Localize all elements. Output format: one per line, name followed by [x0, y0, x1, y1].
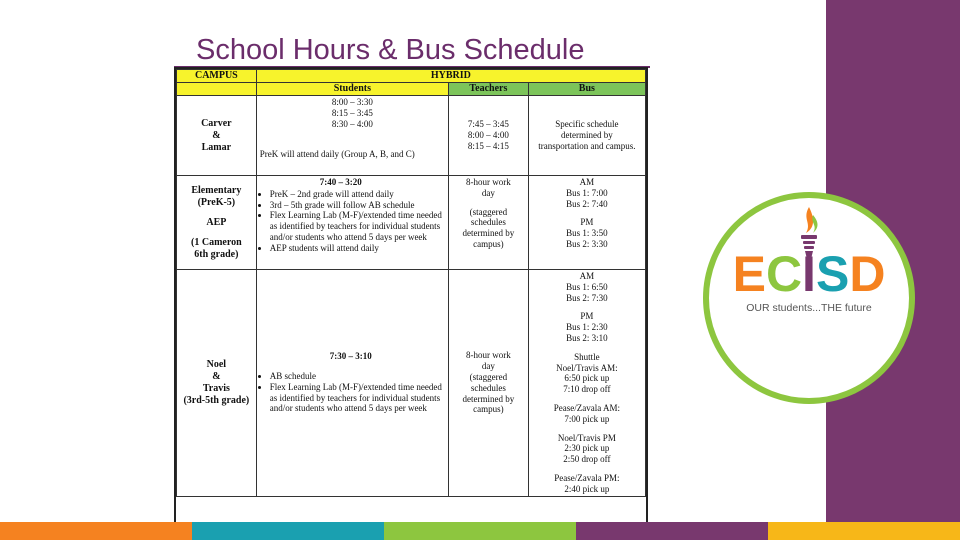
- teachers-line: campus): [473, 238, 504, 249]
- bullet-item: • Flex Learning Lab (M-F)/extended time needed as identified by teachers for individual students and/or students who attend 5 days per week: [270, 210, 445, 242]
- bus-line: determined by: [560, 130, 613, 141]
- students-cell: [256, 96, 448, 176]
- row-carver-lamar: [177, 96, 646, 176]
- hours-line: 8:00 – 3:30: [331, 97, 373, 107]
- bus-line: Bus 1: 3:50: [566, 228, 608, 239]
- bus-cell: [528, 270, 645, 497]
- bus-line: Bus 1: 7:00: [566, 187, 608, 198]
- row-noel-travis: [177, 270, 646, 497]
- teachers-line: 7:45 – 3:45: [467, 119, 509, 130]
- bus-line: Bus 2: 3:30: [566, 238, 608, 249]
- students-note: PreK will attend daily (Group A, B, and C): [259, 149, 415, 160]
- bus-line: PM: [580, 311, 594, 322]
- bullet-item: • AEP students will attend daily: [270, 243, 445, 254]
- teachers-line: campus): [473, 404, 504, 415]
- campus-line: &: [212, 129, 221, 141]
- teachers-line: (staggered: [469, 206, 508, 217]
- campus-line: Travis: [202, 382, 230, 394]
- campus-line: Carver: [201, 117, 232, 129]
- bus-line: Noel/Travis AM:: [556, 362, 618, 373]
- teachers-line: determined by: [462, 393, 515, 404]
- teachers-cell: [449, 176, 529, 270]
- color-segment: [384, 522, 576, 540]
- teachers-line: day: [481, 361, 495, 372]
- bus-line: 2:50 drop off: [563, 454, 611, 465]
- campus-cell: [177, 270, 257, 497]
- slide-title: School Hours & Bus Schedule: [196, 34, 585, 66]
- campus-line: Noel: [206, 358, 227, 370]
- bus-line: 2:40 pick up: [564, 483, 610, 494]
- teachers-line: 8-hour work: [465, 177, 511, 187]
- campus-line: AEP: [206, 216, 227, 228]
- campus-line: (PreK-5): [197, 196, 236, 208]
- campus-cell: [177, 96, 257, 176]
- header-campus: CAMPUS: [177, 70, 257, 83]
- campus-line: (3rd-5th grade): [183, 394, 250, 406]
- bus-line: transportation and campus.: [538, 140, 636, 151]
- color-segment: [768, 522, 960, 540]
- teachers-line: 8:00 – 4:00: [467, 130, 509, 141]
- bus-line: 7:00 pick up: [564, 413, 610, 424]
- bus-cell: [528, 96, 645, 176]
- bus-cell: [528, 176, 645, 270]
- hours-line: 8:30 – 4:00: [331, 118, 373, 129]
- header-teachers: Teachers: [449, 83, 529, 96]
- bus-line: Specific schedule: [555, 119, 619, 130]
- students-bullets: [260, 371, 445, 414]
- bullet-item: • PreK – 2nd grade will attend daily: [270, 189, 445, 200]
- color-segment: [0, 522, 192, 540]
- bus-line: Bus 1: 6:50: [566, 281, 608, 292]
- hours-line: 7:30 – 3:10: [329, 351, 372, 362]
- bullet-item: • AB schedule: [270, 371, 445, 382]
- header-row-2: [177, 83, 646, 96]
- teachers-line: 8:15 – 4:15: [467, 140, 509, 151]
- row-elementary: [177, 176, 646, 270]
- campus-cell: [177, 176, 257, 270]
- bus-line: Pease/Zavala PM:: [554, 472, 620, 483]
- hours-line: 8:15 – 3:45: [331, 107, 373, 118]
- campus-line: &: [212, 370, 221, 382]
- campus-line: Lamar: [201, 141, 232, 153]
- bus-line: PM: [580, 217, 594, 228]
- header-bus: Bus: [528, 83, 645, 96]
- bus-line: 2:30 pick up: [564, 443, 610, 454]
- bus-line: Bus 1: 2:30: [566, 322, 608, 333]
- header-hybrid: HYBRID: [256, 70, 645, 83]
- hours-line: 7:40 – 3:20: [319, 177, 362, 187]
- ecisd-logo: [700, 189, 918, 407]
- bus-line: Noel/Travis PM: [557, 432, 616, 443]
- students-cell: [256, 176, 448, 270]
- bullet-item: • Flex Learning Lab (M-F)/extended time needed as identified by teachers for individual students and/or students who attend 5 days per week: [270, 382, 445, 414]
- color-segment: [576, 522, 768, 540]
- header-row-1: [177, 70, 646, 83]
- bus-line: Bus 2: 7:30: [566, 292, 608, 303]
- campus-line: 6th grade): [194, 248, 239, 260]
- teachers-cell: [449, 270, 529, 497]
- bus-line: Pease/Zavala AM:: [553, 402, 620, 413]
- header-students: Students: [256, 83, 448, 96]
- teachers-line: schedules: [470, 217, 506, 228]
- students-bullets: [260, 189, 445, 254]
- header-campus-blank: [177, 83, 257, 96]
- campus-line: Elementary: [191, 184, 242, 196]
- bullet-item: • 3rd – 5th grade will follow AB schedule: [270, 200, 445, 211]
- color-segment: [192, 522, 384, 540]
- logo-tagline: OUR students...THE future: [746, 302, 872, 314]
- teachers-line: day: [481, 187, 495, 198]
- bus-line: AM: [579, 271, 595, 281]
- bottom-color-bar: [0, 522, 960, 540]
- teachers-line: 8-hour work: [465, 350, 511, 361]
- teachers-cell: [449, 96, 529, 176]
- teachers-line: (staggered: [469, 371, 508, 382]
- schedule-table: [174, 67, 648, 525]
- bus-line: Bus 2: 3:10: [566, 332, 608, 343]
- teachers-line: determined by: [462, 228, 515, 239]
- bus-line: 6:50 pick up: [564, 373, 610, 384]
- bus-line: Bus 2: 7:40: [566, 198, 608, 209]
- bus-line: AM: [579, 177, 595, 187]
- bus-line: Shuttle: [574, 351, 600, 362]
- teachers-line: schedules: [470, 382, 506, 393]
- bus-line: 7:10 drop off: [563, 384, 611, 395]
- students-cell: [256, 270, 448, 497]
- campus-line: (1 Cameron: [191, 236, 242, 248]
- logo-wordmark: ECISD: [732, 246, 886, 302]
